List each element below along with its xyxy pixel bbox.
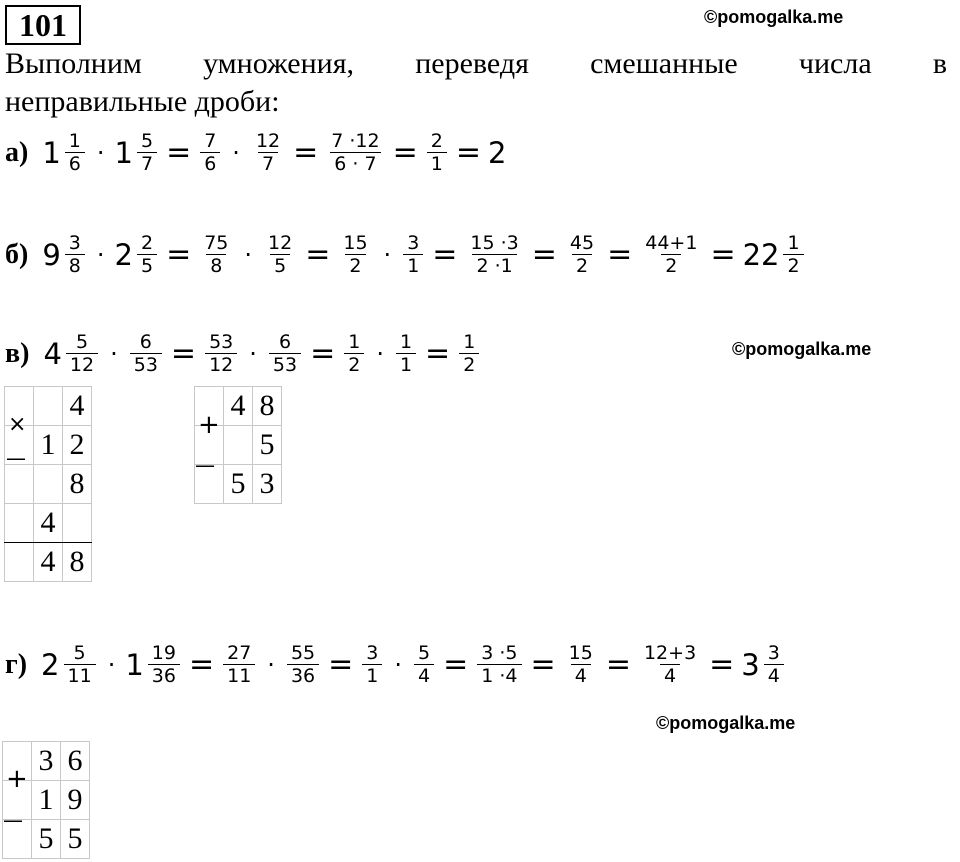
equals-sign: = [166,237,192,272]
multiply-sign: · [107,650,116,679]
denominator: 11 [64,664,96,687]
numerator: 53 [209,331,234,353]
plus-operator: + [198,410,220,440]
fraction [466,232,522,277]
equals-sign: = [455,135,481,170]
numerator: 6 [139,331,152,353]
fraction [66,331,98,376]
minus-operator: — [6,446,26,470]
equals-sign: = [328,647,354,682]
denominator: 12 [66,353,98,376]
denominator: 1 [362,664,382,687]
fraction [403,232,423,277]
denominator: 1 ·4 [477,664,521,687]
denominator: 53 [269,353,301,376]
equation-label: б) [5,238,29,270]
mixed-number [43,331,100,376]
whole-part: 1 [114,135,133,170]
equals-sign: = [310,336,336,371]
fraction [641,232,701,277]
multiply-operator: × [8,412,27,437]
numerator: 3 [68,232,81,254]
intro-word: Выполним [5,47,142,80]
intro-word: умножения, [203,47,355,80]
numerator: 7 [204,130,217,152]
intro-word: в [932,47,947,80]
denominator: 8 [206,254,226,277]
denominator: 7 [258,152,278,175]
grid-cell [63,504,92,543]
whole-part: 1 [125,647,144,682]
multiply-sign: · [249,339,257,368]
grid-cell [224,426,253,465]
fraction [327,130,383,175]
fraction [65,232,85,277]
multiply-sign: · [267,650,275,679]
mixed-number [42,130,87,175]
denominator: 1 [427,152,447,175]
numerator: 1 [399,331,413,353]
denominator: 12 [205,353,237,376]
denominator: 7 [137,152,157,175]
multiply-sign: · [376,339,384,368]
intro-line-1 [5,46,947,82]
watermark: ©pomogalka.me [656,713,796,733]
intro-word: смешанные [590,47,738,80]
denominator: 2 ·1 [472,254,516,277]
denominator: 8 [65,254,85,277]
denominator: 6 [65,152,85,175]
denominator: 6 · 7 [330,152,380,175]
fraction [264,232,296,277]
intro-word: числа [798,47,872,80]
grid-cell: 8 [253,387,282,426]
whole-part: 3 [741,647,760,682]
equals-sign: = [605,647,631,682]
numerator: 5 [75,331,89,353]
grid-cell: 4 [224,387,253,426]
fraction [427,130,447,175]
fraction [65,130,85,175]
grid-cell [5,543,34,582]
multiply-sign: · [244,240,253,269]
denominator: 36 [287,664,319,687]
fraction [137,130,157,175]
fraction [344,331,364,376]
equals-sign: = [607,237,633,272]
grid-cell: 4 [34,504,63,543]
fraction [64,642,96,687]
equals-sign: = [443,647,469,682]
denominator: 1 [403,254,423,277]
equation-label: г) [5,648,28,680]
denominator: 4 [764,664,784,687]
equals-sign: = [166,135,192,170]
grid-cell: 1 [34,426,63,465]
grid-cell: 3 [253,465,282,504]
plus-operator: + [6,764,28,794]
equation-label: в) [5,337,30,369]
equals-sign: = [170,336,197,371]
intro-word: переведя [415,47,529,80]
numerator: 15 ·3 [470,232,519,254]
numerator: 3 [366,642,379,664]
fraction [130,331,162,376]
numerator: 75 [204,232,229,254]
fraction [396,331,416,376]
grid-cell: 2 [63,426,92,465]
equation-a [5,130,506,175]
numerator: 15 [568,642,593,664]
equals-sign: = [531,237,557,272]
grid-cell: 5 [224,465,253,504]
numerator: 15 [343,232,368,254]
fraction [200,232,232,277]
grid-cell [34,465,63,504]
equals-sign: = [188,647,215,682]
equals-sign: = [530,647,556,682]
mixed-number [115,130,160,175]
mixed-number [42,232,87,277]
mixed-number [115,232,160,277]
fraction [764,642,784,687]
mixed-number [41,642,98,687]
mixed-number [125,642,182,687]
whole-part: 9 [42,237,61,272]
fraction [287,642,319,687]
numerator: 27 [227,642,252,664]
numerator: 7 ·12 [331,130,380,152]
numerator: 55 [290,642,316,664]
whole-part: 2 [41,647,60,682]
multiply-sign: · [110,339,118,368]
multiply-sign: · [96,240,105,269]
equation-b [5,232,806,277]
numerator: 3 ·5 [481,642,518,664]
numerator: 12 [268,232,293,254]
numerator: 6 [278,331,292,353]
denominator: 2 [572,254,592,277]
equation-v [5,331,481,376]
grid-cell: 8 [63,543,92,582]
numerator: 5 [73,642,86,664]
equals-sign: = [293,135,319,170]
grid-cell: 4 [63,387,92,426]
equation-label: а) [5,136,29,168]
grid-cell: 3 [32,742,61,781]
equals-sign: = [425,336,451,371]
fraction [252,130,284,175]
grid-cell [5,465,34,504]
fraction [783,232,803,277]
fraction [414,642,434,687]
watermark: ©pomogalka.me [704,7,844,27]
result-mixed-number [741,642,786,687]
whole-part: 2 [114,237,133,272]
numerator: 5 [418,642,431,664]
grid-cell [34,387,63,426]
result-value: 2 [488,135,507,170]
numerator: 2 [140,232,154,254]
column-addition [194,386,282,504]
grid-cell: 5 [32,820,61,859]
fraction [640,642,700,687]
denominator: 6 [200,152,220,175]
numerator: 3 [767,642,780,664]
denominator: 5 [270,254,290,277]
fraction [269,331,301,376]
grid-cell [5,504,34,543]
whole-part: 22 [742,237,780,272]
equals-sign: = [432,237,458,272]
numerator: 45 [569,232,595,254]
multiply-sign: · [96,138,105,167]
fraction [200,130,220,175]
column-addition [2,741,90,859]
numerator: 1 [348,331,361,353]
grid-cell: 5 [253,426,282,465]
equals-sign: = [305,237,331,272]
result-mixed-number [743,232,806,277]
numerator: 1 [68,130,81,152]
intro-line-2: неправильные дроби: [5,85,280,118]
fraction [477,642,521,687]
fraction [148,642,180,687]
denominator: 4 [660,664,680,687]
denominator: 4 [571,664,591,687]
numerator: 2 [430,130,443,152]
fraction [339,232,371,277]
equals-sign: = [710,237,736,272]
numerator: 12+3 [643,642,697,664]
whole-part: 1 [42,135,61,170]
denominator: 5 [137,254,157,277]
whole-part: 4 [43,336,62,371]
grid-cell: 6 [61,742,90,781]
denominator: 1 [396,353,416,376]
minus-operator: — [3,808,23,832]
fraction [459,331,479,376]
denominator: 2 [459,353,479,376]
denominator: 2 [344,353,364,376]
denominator: 4 [414,664,434,687]
minus-operator: — [195,453,215,477]
numerator: 19 [151,642,176,664]
watermark: ©pomogalka.me [732,339,872,359]
grid-cell: 5 [61,820,90,859]
fraction [566,232,598,277]
problem-number: 101 [5,5,81,45]
grid-cell: 8 [63,465,92,504]
grid-cell: 1 [32,781,61,820]
numerator: 1 [787,232,800,254]
fraction [565,642,597,687]
denominator: 2 [345,254,365,277]
denominator: 11 [223,664,255,687]
denominator: 53 [130,353,162,376]
fraction [137,232,157,277]
numerator: 1 [463,331,476,353]
denominator: 2 [661,254,681,277]
multiply-sign: · [383,240,392,269]
fraction [362,642,382,687]
equation-g [5,642,786,687]
fraction [205,331,237,376]
grid-cell: 9 [61,781,90,820]
multiply-sign: · [394,650,402,679]
numerator: 44+1 [645,232,698,254]
denominator: 36 [148,664,180,687]
equals-sign: = [709,647,735,682]
numerator: 3 [407,232,420,254]
grid-cell: 4 [34,543,63,582]
fraction [223,642,255,687]
numerator: 5 [140,130,154,152]
numerator: 12 [255,130,281,152]
multiply-sign: · [232,138,240,167]
denominator: 2 [783,254,803,277]
equals-sign: = [392,135,418,170]
